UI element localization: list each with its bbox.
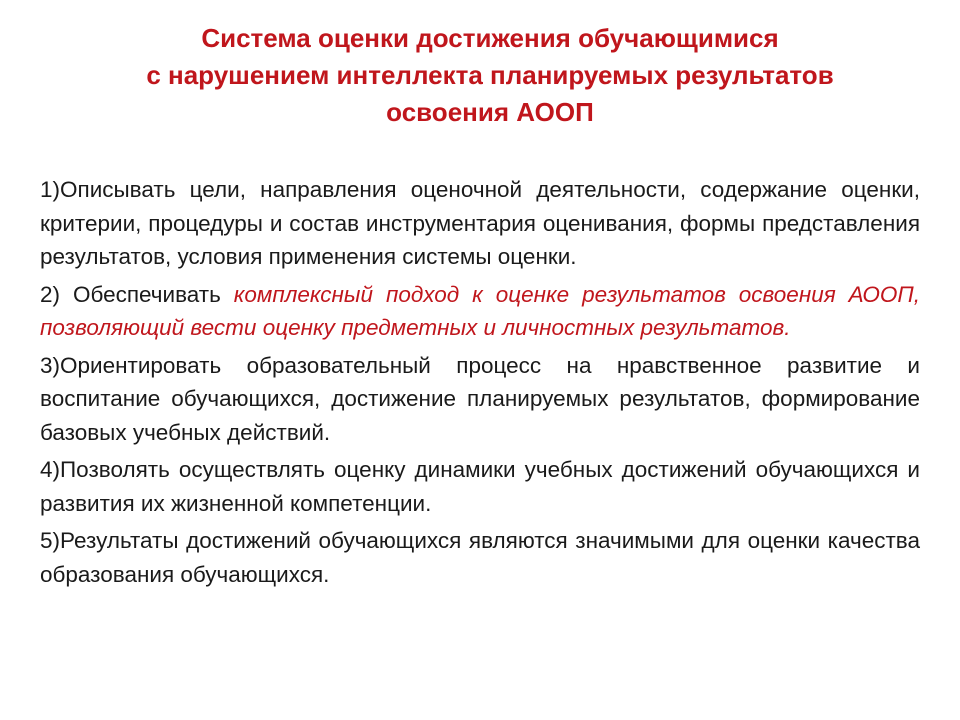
slide-title [100, 20, 880, 131]
list-item-2-highlight: комплексный подход к оценке результатов освоения АООП, позволяющий вести оценку предметных и личностных результатов. [40, 281, 920, 340]
slide-body [40, 173, 920, 595]
list-item-2 [40, 278, 920, 345]
title-line-3: освоения АООП [386, 97, 594, 127]
title-line-1: Система оценки достижения обучающимися [201, 23, 779, 53]
list-item-1: 1)Описывать цели, направления оценочной деятельности, содержание оценки, критерии, процедуры и состав инструментария оценивания, формы представления результатов, условия применения системы оценки. [40, 177, 920, 269]
title-line-2: с нарушением интеллекта планируемых результатов [146, 60, 834, 90]
list-item-5: 5)Результаты достижений обучающихся являются значимыми для оценки качества образования обучающихся. [40, 528, 920, 587]
list-item-2-prefix: 2) Обеспечивать [40, 281, 234, 307]
list-item-3: 3)Ориентировать образовательный процесс на нравственное развитие и воспитание обучающихся, достижение планируемых результатов, формирование базовых учебных действий. [40, 352, 920, 445]
list-item-4: 4)Позволять осуществлять оценку динамики учебных достижений обучающихся и развития их жизненной компетенции. [40, 457, 920, 516]
